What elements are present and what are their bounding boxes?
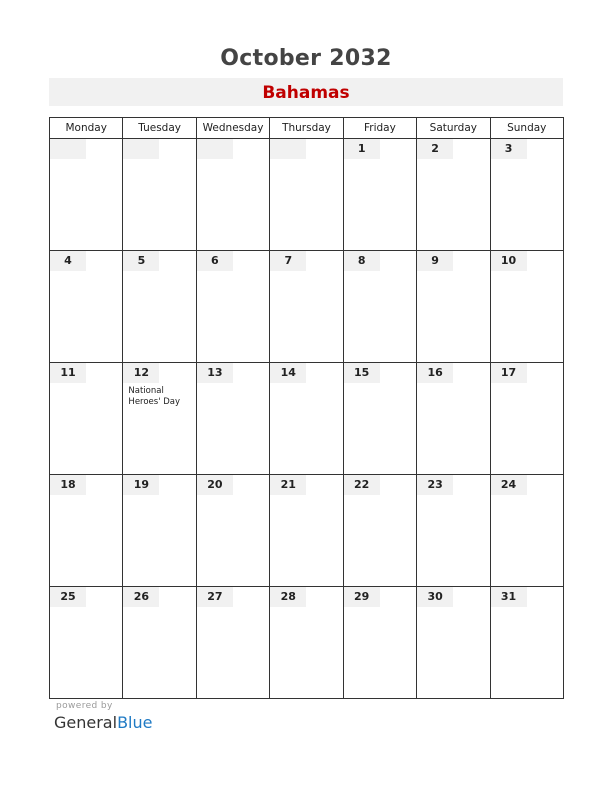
week-row xyxy=(50,475,564,587)
calendar-title: October 2032 xyxy=(220,46,392,71)
day-cell xyxy=(196,363,269,475)
calendar-grid xyxy=(49,117,564,699)
brand-blue-text: Blue xyxy=(117,713,153,732)
day-number xyxy=(50,139,86,159)
day-number: 15 xyxy=(344,363,380,383)
day-number: 19 xyxy=(123,475,159,495)
day-cell xyxy=(417,139,490,251)
day-cell xyxy=(123,587,196,699)
day-cell xyxy=(417,587,490,699)
day-cell xyxy=(270,363,343,475)
day-cell xyxy=(196,587,269,699)
day-number: 11 xyxy=(50,363,86,383)
day-cell xyxy=(343,363,416,475)
day-cell xyxy=(270,475,343,587)
day-cell xyxy=(343,139,416,251)
day-cell xyxy=(50,587,123,699)
day-number: 31 xyxy=(491,587,527,607)
weekday-header-sunday: Sunday xyxy=(490,118,563,139)
day-cell xyxy=(490,139,563,251)
powered-by-label: powered by xyxy=(56,701,113,711)
day-number: 28 xyxy=(270,587,306,607)
day-number: 10 xyxy=(491,251,527,271)
holiday-label: National Heroes' Day xyxy=(128,386,181,407)
weekday-header-thursday: Thursday xyxy=(270,118,343,139)
day-number: 29 xyxy=(344,587,380,607)
day-number: 17 xyxy=(491,363,527,383)
weekday-header-tuesday: Tuesday xyxy=(123,118,196,139)
day-number: 13 xyxy=(197,363,233,383)
day-number: 22 xyxy=(344,475,380,495)
day-number: 9 xyxy=(417,251,453,271)
week-row xyxy=(50,363,564,475)
day-cell xyxy=(343,587,416,699)
day-cell xyxy=(123,251,196,363)
day-number: 21 xyxy=(270,475,306,495)
day-cell xyxy=(50,251,123,363)
day-cell xyxy=(490,475,563,587)
brand-general-text: General xyxy=(54,713,118,732)
day-cell xyxy=(343,251,416,363)
day-number: 4 xyxy=(50,251,86,271)
day-cell xyxy=(417,251,490,363)
day-cell xyxy=(343,475,416,587)
country-banner xyxy=(49,78,563,106)
day-number: 7 xyxy=(270,251,306,271)
day-number: 5 xyxy=(123,251,159,271)
day-number: 16 xyxy=(417,363,453,383)
week-row xyxy=(50,251,564,363)
day-cell xyxy=(270,139,343,251)
day-cell xyxy=(196,139,269,251)
weekday-header-row xyxy=(50,118,564,139)
day-number: 8 xyxy=(344,251,380,271)
day-cell xyxy=(50,475,123,587)
generalblue-logo[interactable] xyxy=(54,713,152,732)
day-number: 25 xyxy=(50,587,86,607)
weekday-header-saturday: Saturday xyxy=(417,118,490,139)
weekday-header-wednesday: Wednesday xyxy=(196,118,269,139)
day-number: 26 xyxy=(123,587,159,607)
week-row xyxy=(50,587,564,699)
day-cell xyxy=(417,475,490,587)
day-number: 30 xyxy=(417,587,453,607)
day-number: 18 xyxy=(50,475,86,495)
day-cell xyxy=(123,475,196,587)
day-cell xyxy=(123,363,196,475)
day-number: 23 xyxy=(417,475,453,495)
day-cell xyxy=(490,587,563,699)
day-number xyxy=(123,139,159,159)
day-number: 14 xyxy=(270,363,306,383)
day-number: 6 xyxy=(197,251,233,271)
day-number: 24 xyxy=(491,475,527,495)
day-number: 20 xyxy=(197,475,233,495)
day-cell xyxy=(490,363,563,475)
weekday-header-monday: Monday xyxy=(50,118,123,139)
day-number: 1 xyxy=(344,139,380,159)
week-row xyxy=(50,139,564,251)
day-number: 3 xyxy=(491,139,527,159)
day-cell xyxy=(490,251,563,363)
day-number xyxy=(270,139,306,159)
day-cell xyxy=(417,363,490,475)
country-name: Bahamas xyxy=(262,83,350,103)
day-cell xyxy=(270,587,343,699)
day-cell xyxy=(270,251,343,363)
day-number: 2 xyxy=(417,139,453,159)
weekday-header-friday: Friday xyxy=(343,118,416,139)
day-cell xyxy=(196,251,269,363)
day-cell xyxy=(196,475,269,587)
day-cell xyxy=(123,139,196,251)
day-number: 12 xyxy=(123,363,159,383)
day-cell xyxy=(50,139,123,251)
day-number xyxy=(197,139,233,159)
day-cell xyxy=(50,363,123,475)
day-number: 27 xyxy=(197,587,233,607)
